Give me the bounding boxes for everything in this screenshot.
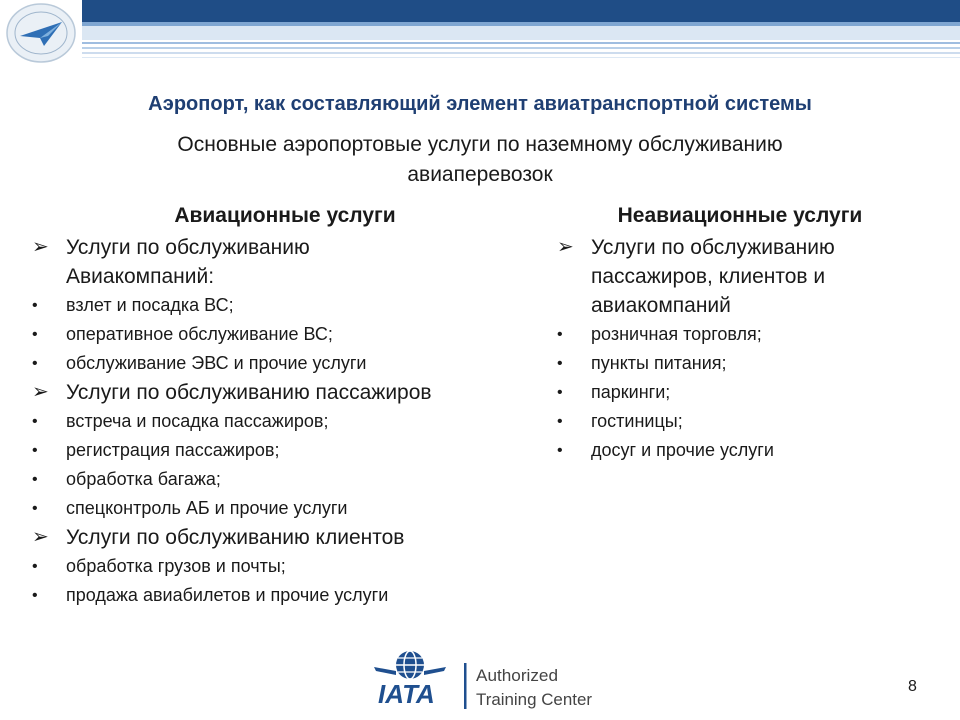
section-item — [557, 233, 921, 320]
arrow-bullet-icon: ➢ — [32, 236, 49, 258]
header-line — [82, 52, 960, 54]
list-item-text: обслуживание ЭВС и прочие услуги — [66, 353, 367, 373]
list-item-text: спецконтроль АБ и прочие услуги — [66, 498, 348, 518]
section-item — [32, 378, 542, 407]
header-stripe-light — [82, 26, 960, 40]
list-item-text: досуг и прочие услуги — [591, 440, 774, 460]
subtitle — [80, 130, 880, 190]
section-item — [32, 523, 542, 552]
list-item — [557, 320, 921, 349]
arrow-bullet-icon: ➢ — [32, 526, 49, 548]
list-item-text: пункты питания; — [591, 353, 727, 373]
page-number: 8 — [908, 678, 917, 695]
section-item-line: Услуги по обслуживанию клиентов — [66, 526, 405, 549]
subtitle-line: авиаперевозок — [407, 163, 553, 186]
list-item — [32, 291, 542, 320]
list-item — [32, 581, 542, 610]
airline-logo-icon — [4, 2, 78, 64]
list-item-text: паркинги; — [591, 382, 671, 402]
list-item — [32, 465, 542, 494]
logo-divider — [464, 663, 467, 709]
list-item-text: регистрация пассажиров; — [66, 440, 280, 460]
section-item-line: авиакомпаний — [591, 294, 731, 317]
list-item-text: оперативное обслуживание ВС; — [66, 324, 333, 344]
aviation-services-list — [32, 233, 542, 610]
non-aviation-services-list — [557, 233, 921, 465]
bullet-icon: • — [557, 326, 563, 343]
section-item-line: пассажиров, клиентов и — [591, 265, 826, 288]
list-item-text: обработка грузов и почты; — [66, 556, 286, 576]
list-item-text: взлет и посадка ВС; — [66, 295, 234, 315]
footer-line2: Training Center — [476, 690, 593, 709]
bullet-icon: • — [32, 471, 38, 488]
section-item — [32, 233, 542, 291]
arrow-bullet-icon: ➢ — [557, 236, 574, 258]
bullet-icon: • — [32, 355, 38, 372]
header-stripe-dark — [82, 0, 960, 22]
left-column-heading: Авиационные услуги — [174, 204, 396, 227]
bullet-icon: • — [32, 326, 38, 343]
bullet-icon: • — [32, 558, 38, 575]
bullet-icon: • — [557, 442, 563, 459]
list-item — [32, 407, 542, 436]
bullet-icon: • — [557, 413, 563, 430]
iata-logo-text: IATA — [378, 679, 435, 709]
list-item — [557, 378, 921, 407]
bullet-icon: • — [557, 355, 563, 372]
header-line — [82, 57, 960, 58]
list-item — [32, 494, 542, 523]
bullet-icon: • — [32, 500, 38, 517]
list-item — [557, 349, 921, 378]
list-item — [32, 349, 542, 378]
globe-icon — [374, 651, 446, 679]
list-item-text: обработка багажа; — [66, 469, 221, 489]
list-item — [557, 436, 921, 465]
bullet-icon: • — [32, 413, 38, 430]
header-line — [82, 42, 960, 44]
header-band — [0, 0, 960, 68]
section-item-line: Услуги по обслуживанию — [66, 236, 310, 259]
bullet-icon: • — [32, 442, 38, 459]
list-item — [557, 407, 921, 436]
header-line — [82, 47, 960, 49]
list-item-text: розничная торговля; — [591, 324, 762, 344]
subtitle-line: Основные аэропортовые услуги по наземному обслуживанию — [177, 133, 783, 156]
section-item-line: Услуги по обслуживанию — [591, 236, 835, 259]
list-item — [32, 436, 542, 465]
section-item-line: Авиакомпаний: — [66, 265, 215, 288]
list-item — [32, 320, 542, 349]
bullet-icon: • — [557, 384, 563, 401]
list-item — [32, 552, 542, 581]
list-item-text: продажа авиабилетов и прочие услуги — [66, 585, 389, 605]
iata-training-center-logo — [372, 645, 602, 713]
right-column-heading: Неавиационные услуги — [617, 204, 863, 227]
footer-line1: Authorized — [476, 666, 558, 685]
list-item-text: гостиницы; — [591, 411, 683, 431]
section-item-line: Услуги по обслуживанию пассажиров — [66, 381, 432, 404]
list-item-text: встреча и посадка пассажиров; — [66, 411, 329, 431]
bullet-icon: • — [32, 587, 38, 604]
bullet-icon: • — [32, 297, 38, 314]
arrow-bullet-icon: ➢ — [32, 381, 49, 403]
page-title: Аэропорт, как составляющий элемент авиатранспортной системы — [148, 93, 812, 115]
